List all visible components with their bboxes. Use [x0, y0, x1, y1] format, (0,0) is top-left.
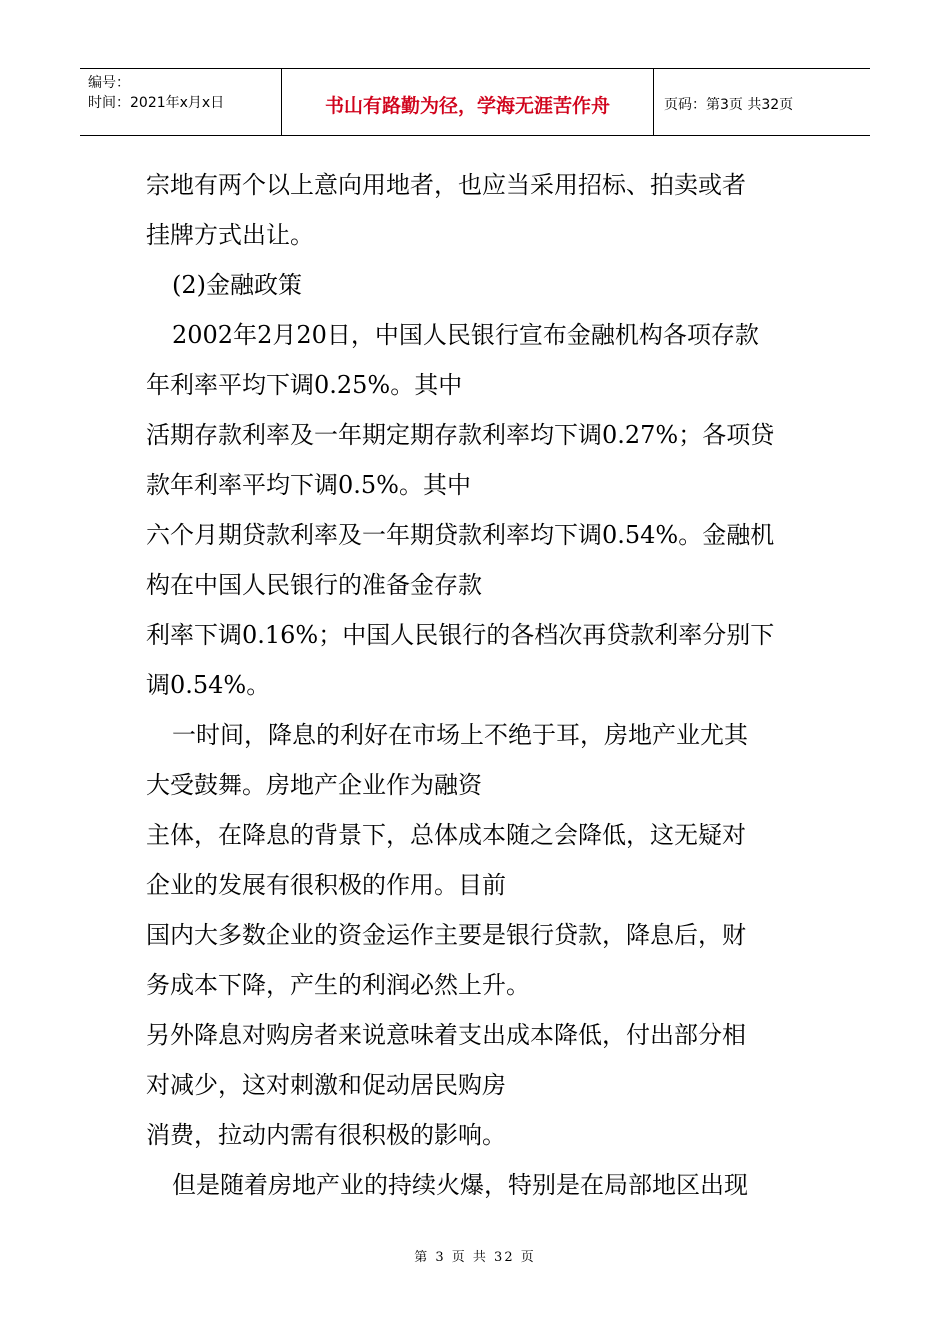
document-number-label: 编号： — [88, 75, 130, 91]
document-body — [146, 160, 810, 1210]
body-line: 利率下调0.16%；中国人民银行的各档次再贷款利率分别下 — [146, 621, 775, 649]
section-heading: (2)金融政策 — [172, 271, 302, 299]
body-line: 2002年2月20日，中国人民银行宣布金融机构各项存款 — [172, 321, 759, 349]
body-line: 款年利率平均下调0.5%。其中 — [146, 471, 471, 499]
body-line: 一时间，降息的利好在市场上不绝于耳，房地产业尤其 — [172, 721, 748, 749]
body-line: 对减少，这对刺激和促动居民购房 — [146, 1071, 506, 1099]
body-line: 企业的发展有很积极的作用。目前 — [146, 871, 506, 899]
body-line: 六个月期贷款利率及一年期贷款利率均下调0.54%。金融机 — [146, 521, 775, 549]
body-line: 宗地有两个以上意向用地者，也应当采用招标、拍卖或者 — [146, 171, 746, 199]
body-line: 大受鼓舞。房地产企业作为融资 — [146, 771, 482, 799]
body-line: 另外降息对购房者来说意味着支出成本降低，付出部分相 — [146, 1021, 746, 1049]
body-line: 但是随着房地产业的持续火爆，特别是在局部地区出现 — [172, 1171, 748, 1199]
body-line: 年利率平均下调0.25%。其中 — [146, 371, 463, 399]
header-motto: 书山有路勤为径，学海无涯苦作舟 — [282, 69, 654, 135]
body-line: 构在中国人民银行的准备金存款 — [146, 571, 482, 599]
body-line: 务成本下降，产生的利润必然上升。 — [146, 971, 530, 999]
page-header — [80, 68, 870, 136]
header-page-number: 页码：第3页 共32页 — [664, 97, 794, 113]
body-line: 主体，在降息的背景下，总体成本随之会降低，这无疑对 — [146, 821, 746, 849]
body-line: 挂牌方式出让。 — [146, 221, 314, 249]
body-line: 调0.54%。 — [146, 671, 271, 699]
body-line: 活期存款利率及一年期定期存款利率均下调0.27%；各项贷 — [146, 421, 775, 449]
header-meta — [80, 69, 282, 135]
document-date-label: 时间：2021年x月x日 — [88, 95, 225, 111]
body-line: 消费，拉动内需有很积极的影响。 — [146, 1121, 506, 1149]
page-footer: 第 3 页 共 32 页 — [414, 1250, 536, 1265]
body-line: 国内大多数企业的资金运作主要是银行贷款，降息后，财 — [146, 921, 746, 949]
